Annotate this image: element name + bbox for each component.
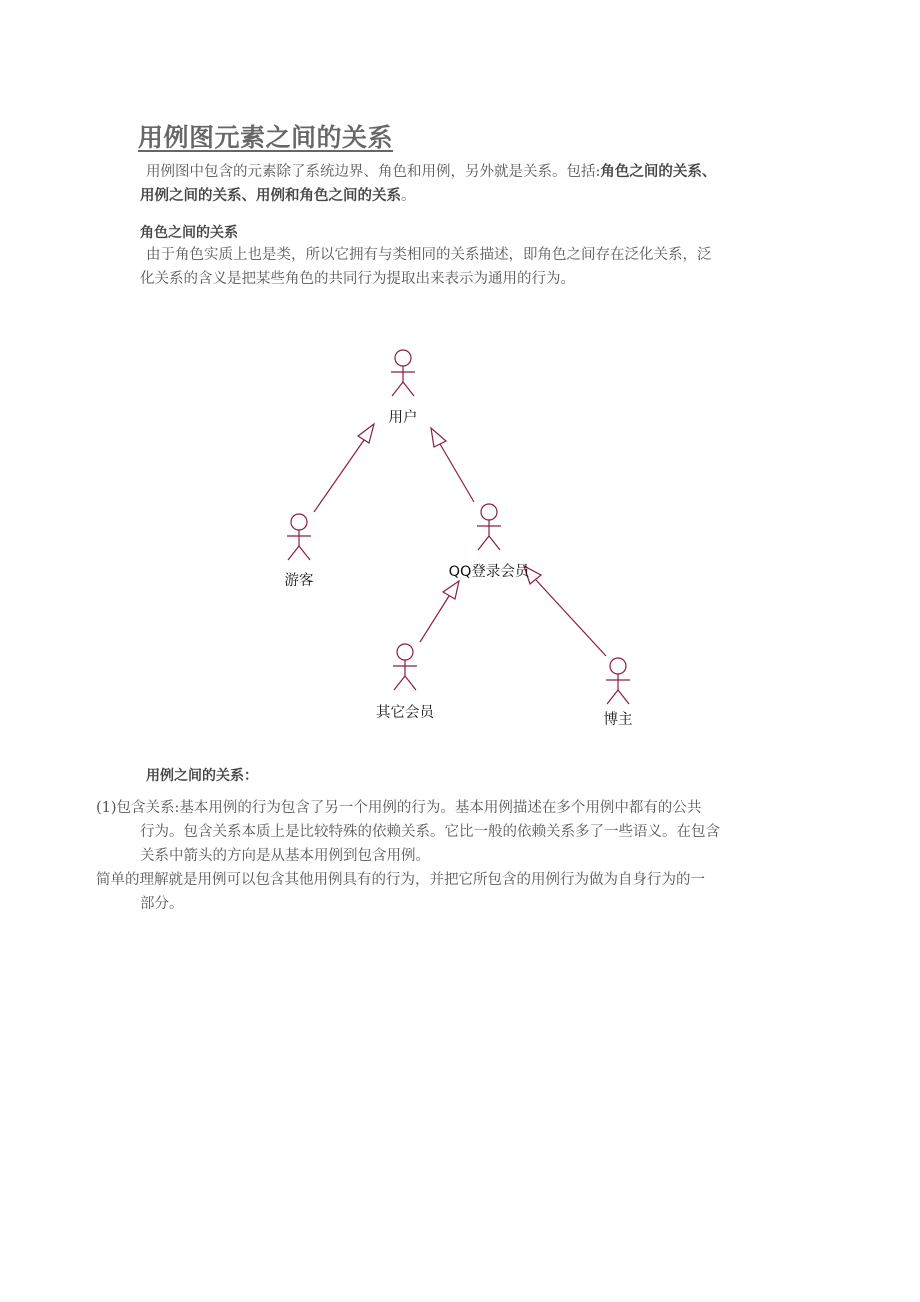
actor-visitor-label: 游客	[284, 573, 314, 589]
actor-relations-heading: 角色之间的关系	[140, 225, 238, 241]
arrowhead-qq-to-user	[431, 428, 446, 447]
intro-text: 用例图中包含的元素除了系统边界、角色和用例，另外就是关系。包括:	[146, 164, 601, 180]
arrow-other-to-qq	[420, 596, 449, 642]
actor-qq-member-label: QQ登录会员	[448, 564, 530, 580]
actor-user-label: 用户	[388, 410, 418, 426]
generalization-arrows	[314, 424, 606, 656]
include-note-line1: 简单的理解就是用例可以包含其他用例具有的行为，并把它所包含的用例行为做为自身行为的一	[96, 872, 705, 888]
arrow-qq-to-user	[440, 444, 474, 502]
usecase-relations-heading: 用例之间的关系：	[146, 768, 258, 784]
intro-bold-usecase: 用例之间的关系、用例和角色之间的关系	[140, 188, 401, 204]
actor-other-member-label: 其它会员	[376, 705, 434, 721]
actor-qq-member-icon	[477, 504, 501, 550]
arrowhead-other-to-qq	[443, 581, 459, 599]
include-note-line2: 部分。	[140, 896, 184, 912]
include-line3: 关系中箭头的方向是从基本用例到包含用例。	[140, 848, 430, 864]
include-relation-item	[96, 796, 816, 916]
actor-other-member-icon	[393, 644, 417, 690]
actor-relations-line2: 化关系的含义是把某些角色的共同行为提取出来表示为通用的行为。	[140, 271, 575, 287]
include-line1: (1)包含关系:基本用例的行为包含了另一个用例的行为。基本用例描述在多个用例中都有的公共	[96, 800, 702, 816]
actor-visitor-icon	[287, 514, 311, 560]
arrow-visitor-to-user	[314, 440, 364, 512]
intro-bold-actor: 角色之间的关系、	[600, 164, 717, 180]
arrowhead-visitor-to-user	[358, 424, 374, 443]
actor-user-icon	[391, 350, 415, 396]
arrow-blogger-to-qq	[536, 580, 606, 656]
actor-blogger-icon	[606, 658, 630, 704]
intro-suffix: 。	[401, 188, 416, 204]
page-title: 用例图元素之间的关系	[138, 123, 394, 152]
include-line2: 行为。包含关系本质上是比较特殊的依赖关系。它比一般的依赖关系多了一些语义。在包含	[140, 824, 720, 840]
actor-relations-line1: 由于角色实质上也是类，所以它拥有与类相同的关系描述，即角色之间存在泛化关系，泛	[146, 247, 712, 263]
actor-blogger-label: 博主	[603, 712, 633, 728]
